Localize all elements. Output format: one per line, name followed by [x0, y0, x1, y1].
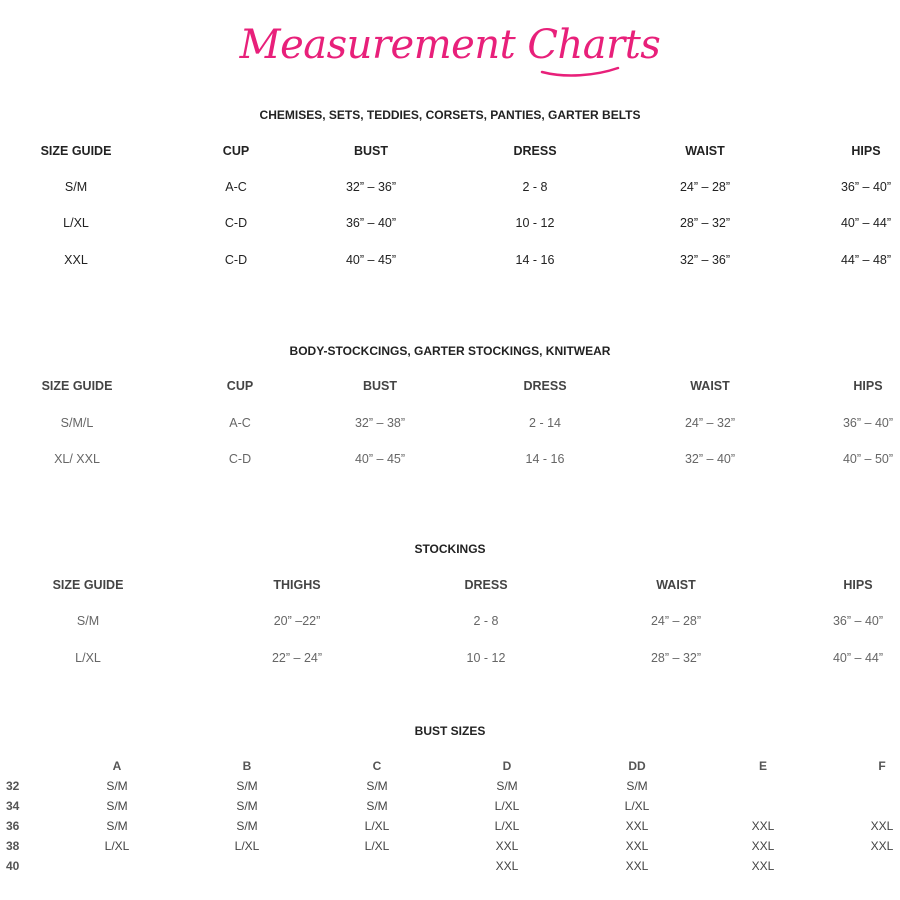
cell: 14 - 16 [515, 253, 555, 267]
chart1-header: WAIST [685, 144, 725, 158]
table-row [0, 180, 900, 198]
cell: 36” – 40” [345, 216, 397, 230]
chart2-title: BODY-STOCKCINGS, GARTER STOCKINGS, KNITWEAR [289, 344, 611, 358]
cell: 44” – 48” [840, 253, 892, 267]
table-row [0, 779, 900, 795]
chart1-header: BUST [353, 144, 389, 158]
cell: 24” – 28” [650, 614, 702, 628]
cell: C-D [224, 216, 248, 230]
cell: 32” – 36” [679, 253, 731, 267]
cell: XXL [751, 859, 775, 873]
chart2-header: CUP [226, 379, 254, 393]
chart1-header-row [0, 144, 900, 162]
cell: 40” – 45” [345, 253, 397, 267]
band-size-label: 32 [6, 779, 20, 793]
cell: 2 - 8 [522, 180, 548, 194]
cell: S/M [236, 799, 258, 813]
cell: 28” – 32” [679, 216, 731, 230]
chart3-header-row [0, 578, 900, 596]
cell: S/M [106, 819, 128, 833]
table-row [0, 651, 900, 669]
cell: S/M [626, 779, 648, 793]
cell: S/M [496, 779, 518, 793]
table-row [0, 799, 900, 815]
chart1-header: CUP [222, 144, 250, 158]
table-row [0, 216, 900, 234]
cell: A-C [225, 180, 247, 194]
cell: S/M [236, 779, 258, 793]
chart1-header: SIZE GUIDE [40, 144, 112, 158]
cell: XXL [625, 859, 649, 873]
cell: 14 - 16 [525, 452, 565, 466]
cell: L/XL [494, 799, 520, 813]
table-row [0, 839, 900, 855]
cell: 36” – 40” [832, 614, 884, 628]
cell: 10 - 12 [515, 216, 555, 230]
cell: S/M [236, 819, 258, 833]
table-row [0, 416, 900, 434]
cup-header: B [242, 759, 252, 773]
cell: XXL [495, 839, 519, 853]
cell: 2 - 8 [473, 614, 499, 628]
cup-header: D [502, 759, 512, 773]
band-size-label: 34 [6, 799, 20, 813]
cell: 36” – 40” [840, 180, 892, 194]
cell: S/M [64, 180, 88, 194]
cell: S/M [76, 614, 100, 628]
cell: XXL [870, 819, 894, 833]
cell: S/M [366, 779, 388, 793]
cell: 32” – 36” [345, 180, 397, 194]
chart2-header: SIZE GUIDE [41, 379, 113, 393]
cell: 24” – 32” [684, 416, 736, 430]
cell: L/XL [104, 839, 130, 853]
chart3-header: HIPS [843, 578, 873, 592]
band-size-label: 40 [6, 859, 20, 873]
cell: L/XL [494, 819, 520, 833]
cup-header: DD [628, 759, 646, 773]
cell: C-D [224, 253, 248, 267]
cup-header: A [112, 759, 122, 773]
band-size-label: 36 [6, 819, 20, 833]
chart3-header: WAIST [656, 578, 696, 592]
chart2-header-row [0, 379, 900, 397]
cell: XXL [625, 839, 649, 853]
cell: 20” –22” [273, 614, 321, 628]
cell: A-C [229, 416, 251, 430]
cell: XXL [625, 819, 649, 833]
cell: S/M [106, 799, 128, 813]
cell: L/XL [75, 651, 101, 665]
chart3-title: STOCKINGS [414, 542, 486, 556]
cell: S/M [106, 779, 128, 793]
title-swash-decoration [540, 66, 620, 78]
chart2-header: WAIST [690, 379, 730, 393]
chart4-title: BUST SIZES [414, 724, 486, 738]
band-size-label: 38 [6, 839, 20, 853]
cell: L/XL [364, 839, 390, 853]
cell: S/M [366, 799, 388, 813]
cell: 36” – 40” [842, 416, 894, 430]
chart2-header: HIPS [853, 379, 883, 393]
cell: 24” – 28” [679, 180, 731, 194]
cell: L/XL [364, 819, 390, 833]
cup-header: C [372, 759, 382, 773]
cell: XXL [751, 819, 775, 833]
cell: 2 - 14 [529, 416, 561, 430]
cell: S/M/L [60, 416, 94, 430]
cell: XXL [751, 839, 775, 853]
cell: XXL [495, 859, 519, 873]
cell: 40” – 45” [354, 452, 406, 466]
cell: XXL [870, 839, 894, 853]
table-row [0, 614, 900, 632]
chart1-header: HIPS [851, 144, 881, 158]
cell: 28” – 32” [650, 651, 702, 665]
table-row [0, 819, 900, 835]
chart1-header: DRESS [513, 144, 557, 158]
chart3-header: SIZE GUIDE [52, 578, 124, 592]
cell: L/XL [234, 839, 260, 853]
cell: XXL [64, 253, 88, 267]
cell: 40” – 44” [840, 216, 892, 230]
cell: XL/ XXL [54, 452, 100, 466]
chart2-header: BUST [362, 379, 398, 393]
page-title: Measurement Charts [239, 22, 661, 68]
chart3-header: THIGHS [273, 578, 321, 592]
cell: 40” – 44” [832, 651, 884, 665]
cell: 32” – 40” [684, 452, 736, 466]
chart2-header: DRESS [523, 379, 567, 393]
chart4-header-row [0, 759, 900, 775]
table-row [0, 859, 900, 875]
cell: 22” – 24” [271, 651, 323, 665]
cup-header: E [758, 759, 768, 773]
cell: L/XL [63, 216, 89, 230]
table-row [0, 452, 900, 470]
table-row [0, 253, 900, 271]
cell: C-D [228, 452, 252, 466]
chart3-header: DRESS [464, 578, 508, 592]
cell: 40” – 50” [842, 452, 894, 466]
chart1-title: CHEMISES, SETS, TEDDIES, CORSETS, PANTIES, GARTER BELTS [259, 108, 641, 122]
cell: 32” – 38” [354, 416, 406, 430]
cell: 10 - 12 [466, 651, 506, 665]
cell: L/XL [624, 799, 650, 813]
cup-header: F [878, 759, 886, 773]
